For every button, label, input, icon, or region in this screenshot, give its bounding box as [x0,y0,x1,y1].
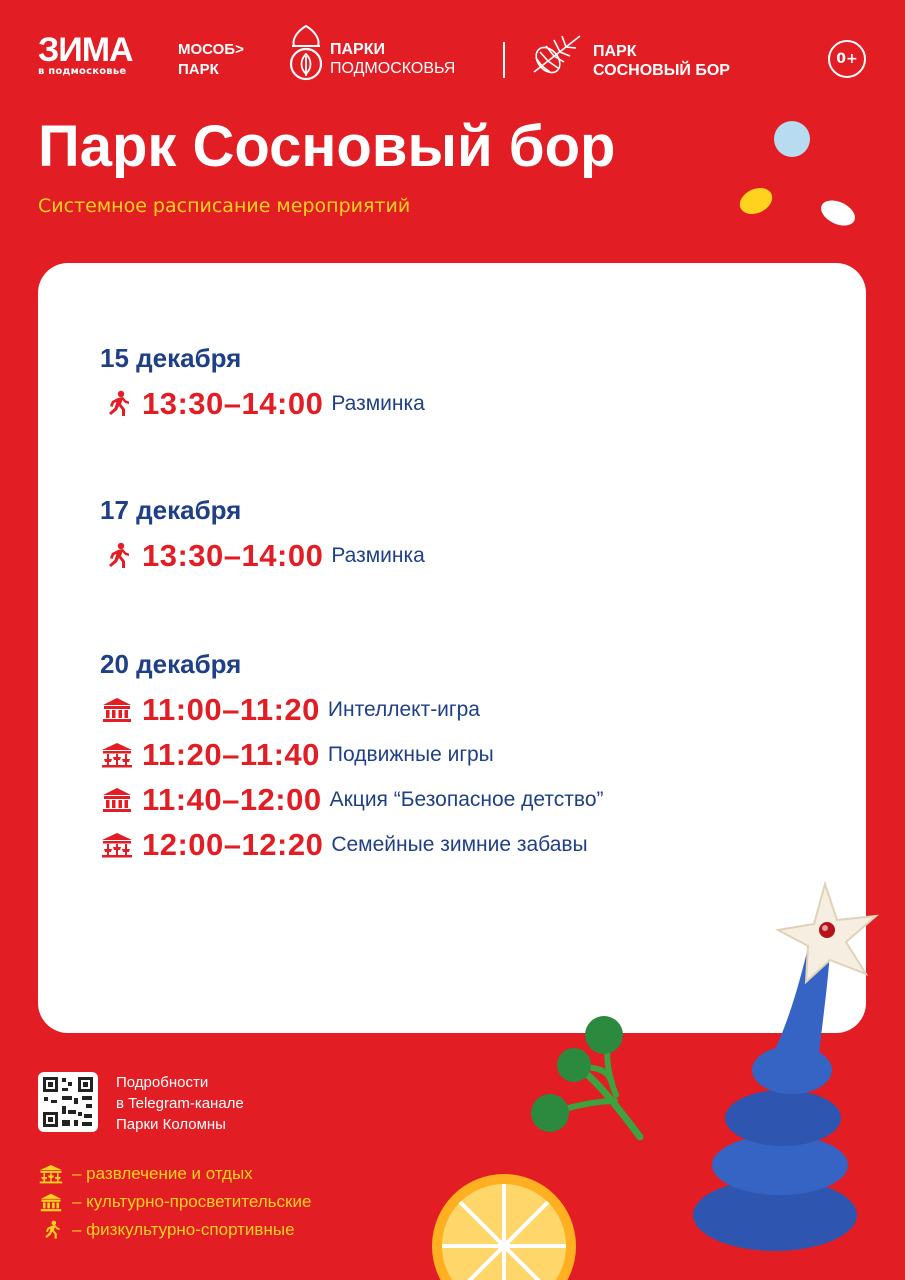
parki-logo-line1: ПАРКИ [330,41,385,58]
legend-label: – физкультурно-спортивные [72,1220,295,1239]
logo-divider [503,42,505,78]
age-rating-badge: 0+ [828,40,866,78]
event-time: 12:00–12:20 [142,826,324,862]
header-logos [38,20,868,90]
carousel-icon [38,1164,64,1184]
event-name: Разминка [331,391,425,415]
zima-logo-subtitle: в подмосковье [38,66,127,77]
event-row [100,687,604,732]
schedule-day [100,341,425,426]
event-row [100,381,425,426]
carousel-icon [100,740,134,770]
legend-item [38,1188,311,1216]
leaf-hat-icon [286,24,326,82]
schedule-day [100,493,425,578]
berry-branch-decoration [520,1005,660,1145]
event-row [100,732,604,777]
carousel-icon [100,830,134,860]
runner-icon [38,1220,64,1240]
telegram-info-line3: Парки Коломны [116,1116,226,1133]
day-date: 17 декабря [100,495,242,525]
zima-logo [38,31,133,77]
parki-podmoskovya-logo [286,24,456,86]
sosnovy-bor-logo [528,28,730,82]
event-time: 13:30–14:00 [142,537,324,573]
sosnovy-bor-logo-line2: СОСНОВЫЙ БОР [593,62,730,79]
telegram-info-line1: Подробности [116,1074,209,1091]
museum-icon [100,785,134,815]
legend [38,1160,311,1244]
event-row [100,822,604,867]
sosnovy-bor-logo-line1: ПАРК [593,43,637,60]
telegram-info-line2: в Telegram-канале [116,1095,244,1112]
schedule-day [100,647,604,867]
page-subtitle: Системное расписание мероприятий [38,195,411,217]
event-name: Семейные зимние забавы [331,832,588,856]
event-name: Подвижные игры [327,742,494,766]
event-time: 11:20–11:40 [142,736,320,772]
page-title: Парк Сосновый бор [38,114,616,179]
christmas-tree-decoration [680,870,900,1270]
runner-icon [100,389,134,419]
event-time: 11:40–12:00 [142,781,322,817]
museum-icon [38,1193,64,1212]
mosobpark-logo [178,40,244,80]
event-name: Разминка [331,543,425,567]
museum-icon [100,695,134,725]
event-row [100,777,604,822]
zima-logo-title: ЗИМА [38,31,133,69]
sosnovy-bor-logo-text [593,42,730,80]
legend-item [38,1216,311,1244]
day-date: 15 декабря [100,343,242,373]
pine-cone-icon [528,28,586,78]
parki-logo-text [330,40,455,78]
day-date: 20 декабря [100,649,242,679]
telegram-info [116,1072,244,1135]
legend-label: – культурно-просветительские [72,1192,312,1211]
event-row [100,533,425,578]
legend-item [38,1160,311,1188]
runner-icon [100,541,134,571]
confetti-decoration [730,115,860,235]
mosobpark-logo-line2: ПАРК [178,61,219,78]
event-time: 13:30–14:00 [142,385,324,421]
telegram-qr-code[interactable] [38,1072,98,1132]
orange-slice-decoration [428,1170,580,1280]
parki-logo-line2: ПОДМОСКОВЬЯ [330,60,456,77]
event-name: Акция “Безопасное детство” [329,787,604,811]
event-time: 11:00–11:20 [142,691,320,727]
mosobpark-logo-line1: МОСОБ> [178,41,244,58]
legend-label: – развлечение и отдых [72,1164,253,1183]
event-name: Интеллект-игра [327,697,480,721]
